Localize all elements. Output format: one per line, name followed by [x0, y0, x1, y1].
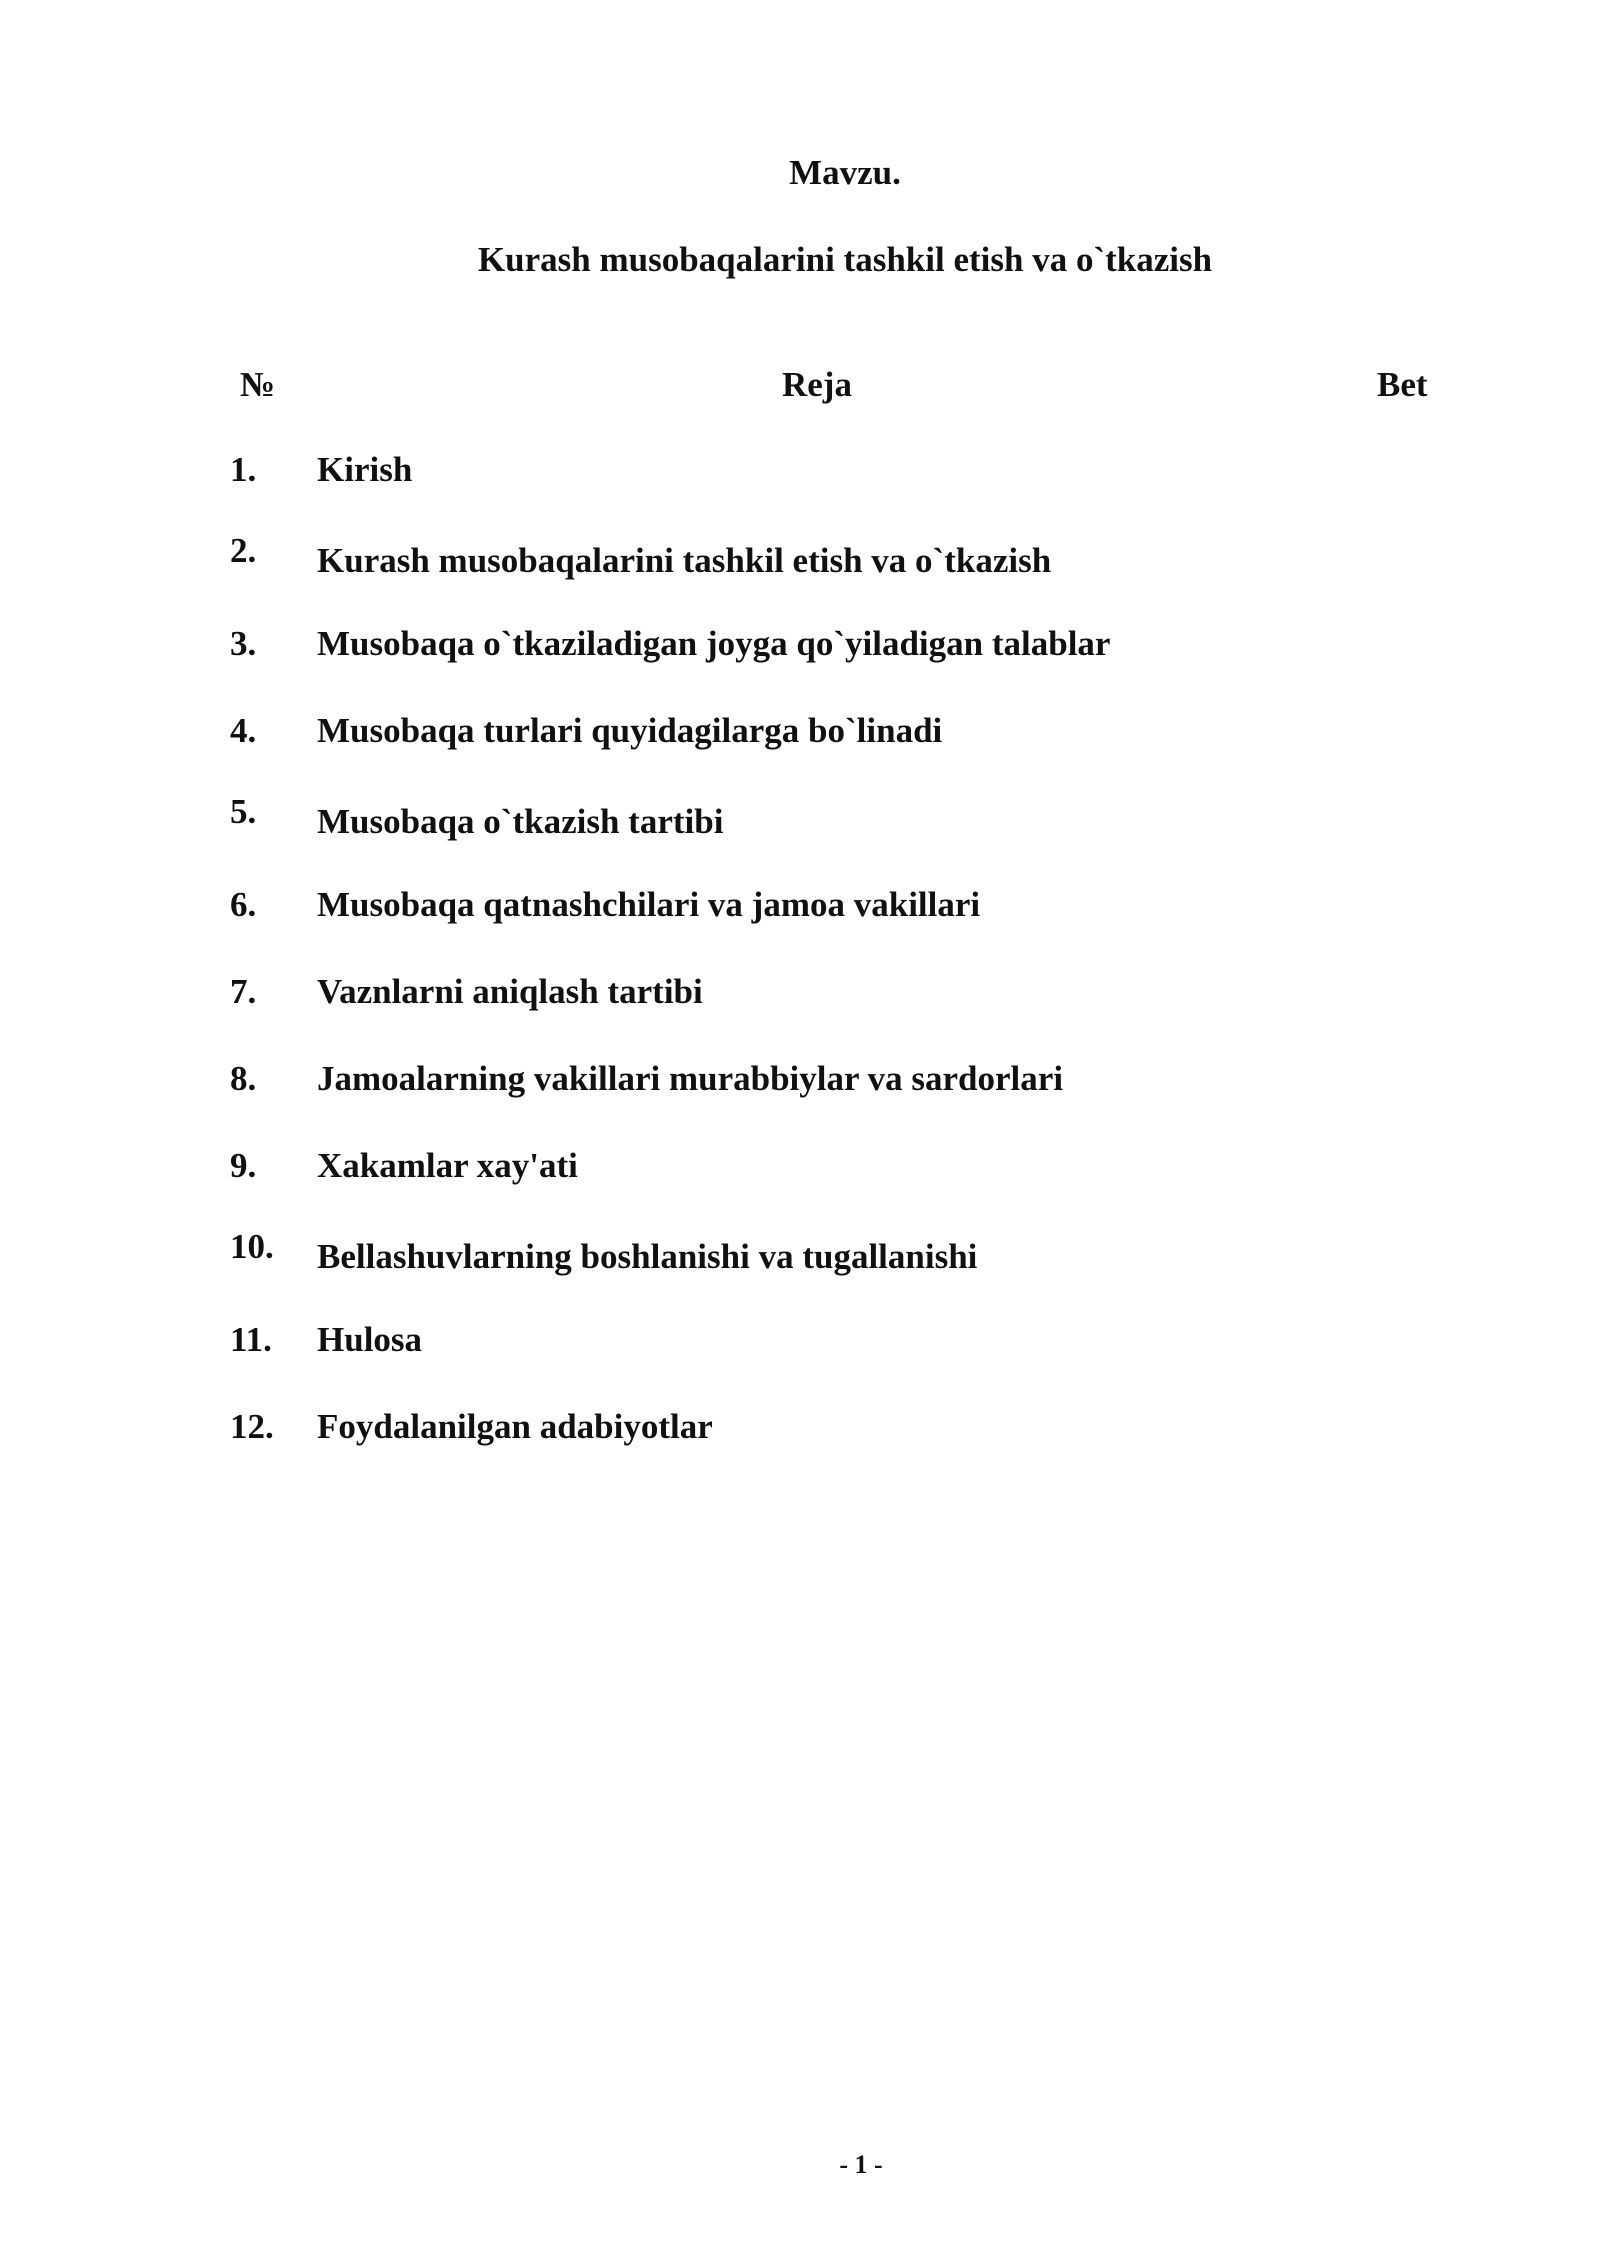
toc-item-number: 7. [230, 972, 257, 1011]
toc-item-number: 4. [230, 711, 257, 750]
toc-item-number: 5. [230, 792, 257, 831]
toc-item-title: Kirish [317, 450, 413, 489]
toc-item-title: Jamoalarning vakillari murabbiylar va sardorlari [317, 1059, 1064, 1098]
toc-item-title: Musobaqa qatnashchilari va jamoa vakillari [317, 885, 981, 924]
toc-item-number: 12. [230, 1407, 274, 1446]
toc-item-title: Musobaqa turlari quyidagilarga bo`linadi [317, 711, 943, 750]
column-header-page: Bet [1377, 365, 1428, 404]
column-header-plan: Reja [782, 365, 852, 404]
toc-item-number: 3. [230, 624, 257, 663]
toc-item [0, 972, 1600, 1059]
table-of-contents [0, 450, 1600, 1494]
document-theme: Kurash musobaqalarini tashkil etish va o`tkazish [477, 240, 1213, 279]
toc-item [0, 711, 1600, 798]
toc-item-number: 2. [230, 531, 257, 570]
toc-item-number: 11. [230, 1320, 272, 1359]
toc-item-number: 8. [230, 1059, 257, 1098]
toc-item-number: 10. [230, 1227, 274, 1266]
toc-item [0, 885, 1600, 972]
toc-item [0, 1146, 1600, 1233]
toc-item-title: Musobaqa o`tkazish tartibi [317, 802, 724, 841]
toc-item-title: Vaznlarni aniqlash tartibi [317, 972, 703, 1011]
topic-label: Mavzu. [789, 153, 901, 192]
toc-item-title: Kurash musobaqalarini tashkil etish va o`tkazish [317, 541, 1052, 580]
toc-item-title: Hulosa [317, 1320, 423, 1359]
toc-item-title: Musobaqa o`tkaziladigan joyga qo`yiladigan talablar [317, 624, 1111, 663]
toc-item [0, 1227, 1600, 1320]
toc-item [0, 1407, 1600, 1494]
toc-item-title: Foydalanilgan adabiyotlar [317, 1407, 713, 1446]
toc-item [0, 1320, 1600, 1407]
toc-item-title: Xakamlar xay'ati [317, 1146, 578, 1185]
toc-item-title: Bellashuvlarning boshlanishi va tugallanishi [317, 1237, 978, 1276]
toc-item-number: 9. [230, 1146, 257, 1185]
toc-item-number: 1. [230, 450, 257, 489]
toc-item [0, 1059, 1600, 1146]
toc-item-number: 6. [230, 885, 257, 924]
toc-item [0, 450, 1600, 537]
toc-item [0, 624, 1600, 711]
page-number: - 1 - [839, 2150, 883, 2179]
toc-item [0, 531, 1600, 624]
column-header-number: № [240, 365, 276, 404]
toc-item [0, 792, 1600, 885]
